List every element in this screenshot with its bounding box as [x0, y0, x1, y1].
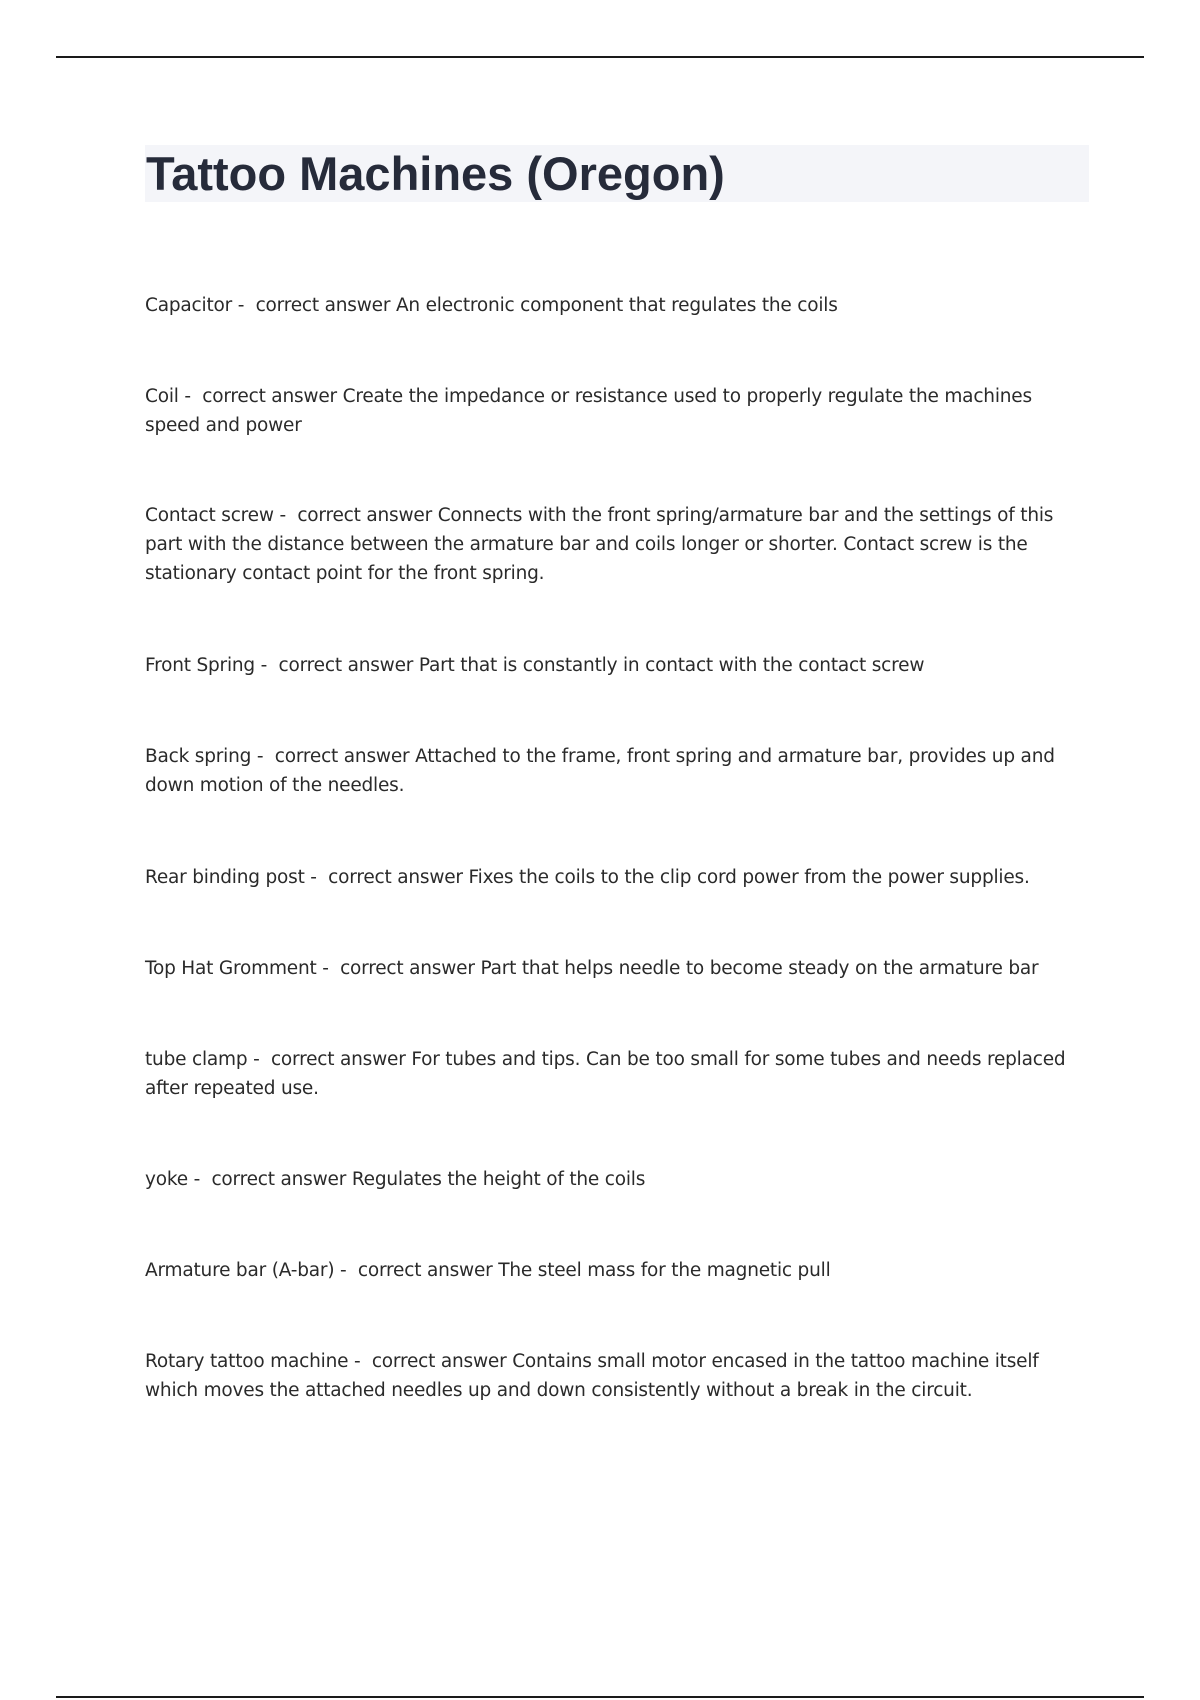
- qa-item: [145, 291, 1090, 320]
- qa-label: correct answer: [202, 386, 337, 407]
- qa-term: Top Hat Gromment: [145, 958, 317, 979]
- qa-separator: -: [273, 505, 298, 526]
- page-title: Tattoo Machines (Oregon): [146, 147, 725, 200]
- qa-answer: The steel mass for the magnetic pull: [498, 1260, 831, 1281]
- qa-separator: -: [187, 1169, 212, 1190]
- qa-answer: Part that helps needle to become steady on the armature bar: [480, 958, 1039, 979]
- qa-item: [145, 651, 1090, 680]
- qa-item: [145, 1165, 1090, 1194]
- qa-answer: Connects with the front spring/armature bar and the settings of this part with the distance between the armature bar and coils longer or shorter. Contact screw is the stationary contact point for the front spring.: [145, 505, 1054, 584]
- qa-term: yoke: [145, 1169, 188, 1190]
- qa-separator: -: [304, 867, 329, 888]
- qa-separator: -: [178, 386, 203, 407]
- qa-answer: Create the impedance or resistance used to properly regulate the machines speed and power: [145, 386, 1032, 436]
- qa-item: [145, 501, 1090, 588]
- qa-label: correct answer: [278, 655, 414, 676]
- qa-separator: -: [251, 746, 275, 767]
- qa-item: [145, 954, 1090, 983]
- qa-answer: Regulates the height of the coils: [351, 1169, 646, 1190]
- qa-answer: Contains small motor encased in the tattoo machine itself which moves the attached needles up and down consistently without a break in the circuit.: [145, 1351, 1039, 1401]
- qa-label: correct answer: [274, 746, 410, 767]
- qa-item: [145, 1045, 1090, 1103]
- qa-separator: -: [348, 1351, 372, 1372]
- qa-answer: For tubes and tips. Can be too small for some tubes and needs replaced after repeated use.: [145, 1049, 1066, 1099]
- qa-item: [145, 1256, 1090, 1285]
- qa-label: correct answer: [357, 1260, 493, 1281]
- qa-answer: Fixes the coils to the clip cord power from the power supplies.: [468, 867, 1030, 888]
- bottom-rule: [56, 1696, 1144, 1698]
- qa-label: correct answer: [211, 1169, 347, 1190]
- qa-answer: An electronic component that regulates the coils: [395, 295, 838, 316]
- qa-label: correct answer: [270, 1049, 406, 1070]
- qa-answer: Attached to the frame, front spring and armature bar, provides up and down motion of the needles.: [145, 746, 1055, 796]
- qa-label: correct answer: [371, 1351, 507, 1372]
- qa-term: Capacitor: [145, 295, 233, 316]
- qa-label: correct answer: [328, 867, 463, 888]
- qa-item: [145, 1347, 1090, 1405]
- qa-term: tube clamp: [145, 1049, 248, 1070]
- qa-term: Contact screw: [145, 505, 274, 526]
- qa-separator: -: [247, 1049, 271, 1070]
- qa-separator: -: [254, 655, 279, 676]
- qa-term: Back spring: [145, 746, 252, 767]
- top-rule: [56, 56, 1144, 58]
- qa-term: Rotary tattoo machine: [145, 1351, 349, 1372]
- qa-separator: -: [334, 1260, 358, 1281]
- qa-term: Coil: [145, 386, 179, 407]
- qa-label: correct answer: [340, 958, 475, 979]
- qa-item: [145, 863, 1090, 892]
- qa-separator: -: [232, 295, 256, 316]
- qa-answer: Part that is constantly in contact with the contact screw: [418, 655, 925, 676]
- qa-label: correct answer: [297, 505, 432, 526]
- qa-label: correct answer: [255, 295, 391, 316]
- qa-term: Rear binding post: [145, 867, 305, 888]
- qa-term: Armature bar (A-bar): [145, 1260, 335, 1281]
- qa-term: Front Spring: [145, 655, 255, 676]
- qa-separator: -: [316, 958, 341, 979]
- qa-item: [145, 742, 1090, 800]
- qa-item: [145, 382, 1090, 440]
